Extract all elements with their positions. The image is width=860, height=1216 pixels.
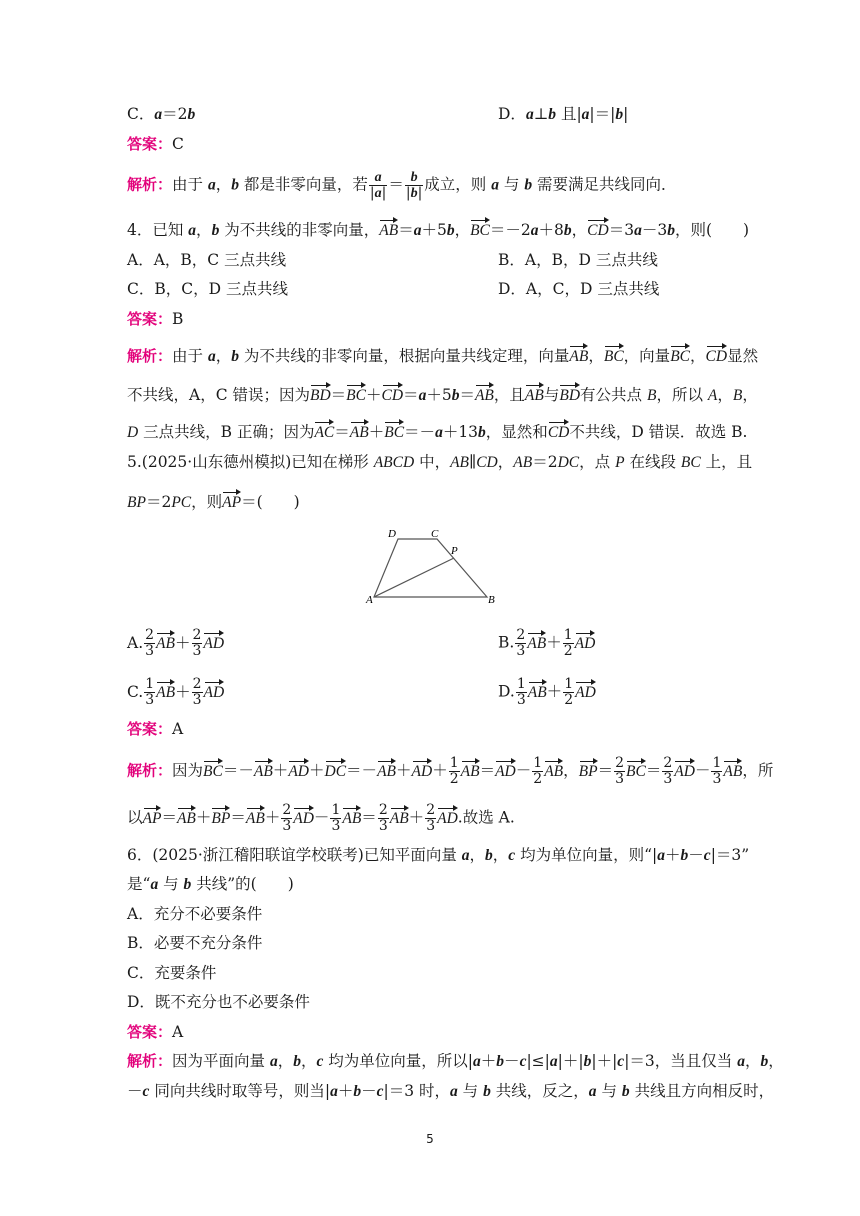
q4-analysis-line1: 解析：由于 a，b 为不共线的非零向量，根据向量共线定理，向量AB，BC，向量BC，CD显然 xyxy=(127,347,759,365)
analysis-label: 解析： xyxy=(127,175,173,194)
q5-stem-line1: 5.(2025·山东德州模拟)已知在梯形 ABCD 中，AB∥CD，AB＝2DC，点 P 在线段 BC 上，且 xyxy=(127,453,753,471)
q5-option-d: D. $\frac{1}{3}$ AB＋ $\frac{1}{2}$ AD xyxy=(498,676,596,708)
analysis-label: 解析： xyxy=(127,347,173,365)
answer-value: C xyxy=(172,135,184,153)
answer-value: B xyxy=(172,310,184,328)
q6-option-d: D．既不充分也不必要条件 xyxy=(127,993,310,1011)
page-number: 5 xyxy=(426,1132,434,1146)
answer-value: A xyxy=(172,720,184,738)
label-a: A xyxy=(366,594,373,605)
q5-options-row1 xyxy=(127,627,596,659)
q6-option-b: B．必要不充分条件 xyxy=(127,934,263,952)
answer-value: A xyxy=(172,1023,184,1041)
q4-options-row2 xyxy=(127,279,660,299)
q5-option-a: A. $\frac{2}{3}$ AB＋ $\frac{2}{3}$ AD xyxy=(127,627,225,659)
q3-option-d: D．a⊥b 且|a|＝|b| xyxy=(498,105,629,123)
q3-answer xyxy=(127,134,184,154)
q5-analysis-line1: 解析：因为BC＝－AB＋AD＋DC＝－AB＋AD＋ $\frac{1}{2}$ AB＝AD－ $\frac{1}{2}$ AB，BP＝ $\frac{2}{3}$ BC＝ $\frac{2}{3}$ AD－ $\frac{1}{3}$ AB，所 xyxy=(127,755,774,787)
q4-option-c: C．B，C，D 三点共线 xyxy=(127,280,288,298)
analysis-label: 解析： xyxy=(127,1052,173,1070)
trapezoid-figure xyxy=(362,525,502,605)
q4-stem: 4．已知 a，b 为不共线的非零向量，AB＝a＋5b，BC＝－2a＋8b，CD＝3a－3b，则( ) xyxy=(127,221,750,239)
q3-option-c: C．a＝2b xyxy=(127,105,196,123)
q5-options-row2 xyxy=(127,676,596,708)
q6-analysis-line2: －c 同向共线时取等号，则当|a＋b－c|＝3 时，a 与 b 共线，反之，a 与 b 共线且方向相反时， xyxy=(127,1082,775,1100)
answer-label: 答案： xyxy=(127,720,173,738)
analysis-label: 解析： xyxy=(127,761,173,780)
q4-options-row1 xyxy=(127,250,658,270)
q6-answer xyxy=(127,1022,183,1042)
q5-analysis-line2: 以AP＝AB＋BP＝AB＋ $\frac{2}{3}$ AD－ $\frac{1}{3}$ AB＝ $\frac{2}{3}$ AB＋ $\frac{2}{3}$ AD.故选 A. xyxy=(127,802,515,834)
q4-answer xyxy=(127,309,183,329)
q4-option-d: D．A，C，D 三点共线 xyxy=(498,280,660,298)
q4-option-a: A．A，B，C 三点共线 xyxy=(127,251,287,269)
label-p: P xyxy=(451,545,458,557)
q3-option-row xyxy=(127,104,629,125)
label-d: D xyxy=(388,528,396,540)
q5-option-b: B. $\frac{2}{3}$ AB＋ $\frac{1}{2}$ AD xyxy=(498,627,596,659)
q6-stem-line1: 6．(2025·浙江稽阳联谊学校联考)已知平面向量 a，b，c 均为单位向量，则“|a＋b－c|＝3” xyxy=(127,846,750,864)
label-b: B xyxy=(488,594,495,605)
q6-option-c: C．充要条件 xyxy=(127,964,217,982)
q4-option-b: B．A，B，D 三点共线 xyxy=(498,251,658,269)
answer-label: 答案： xyxy=(127,1023,173,1041)
q3-analysis: 解析：由于 a，b 都是非零向量，若 $\frac{a}{|a|}$ ＝ $\frac{b}{|b|}$ 成立，则 a 与 b 需要满足共线同向． xyxy=(127,170,677,201)
q6-stem-line2: 是“a 与 b 共线”的( ) xyxy=(127,875,294,893)
q5-answer xyxy=(127,719,183,739)
q6-analysis-line1: 解析：因为平面向量 a，b，c 均为单位向量，所以|a＋b－c|≤|a|＋|b|＋|c|＝3，当且仅当 a，b， xyxy=(127,1052,784,1070)
answer-label: 答案： xyxy=(127,135,173,153)
q5-option-c: C. $\frac{1}{3}$ AB＋ $\frac{2}{3}$ AD xyxy=(127,676,225,708)
q6-option-a: A．充分不必要条件 xyxy=(127,905,263,923)
answer-label: 答案： xyxy=(127,310,173,328)
q4-analysis-line2: 不共线，A，C 错误；因为BD＝BC＋CD＝a＋5b＝AB，且AB与BD有公共点 B，所以 A，B， xyxy=(127,386,758,404)
q5-stem-line2: BP＝2PC，则AP＝( ) xyxy=(127,493,300,511)
q4-analysis-line3: D 三点共线，B 正确；因为AC＝AB＋BC＝－a＋13b，显然和CD不共线，D 错误．故选 B. xyxy=(127,423,748,441)
label-c: C xyxy=(431,528,439,540)
